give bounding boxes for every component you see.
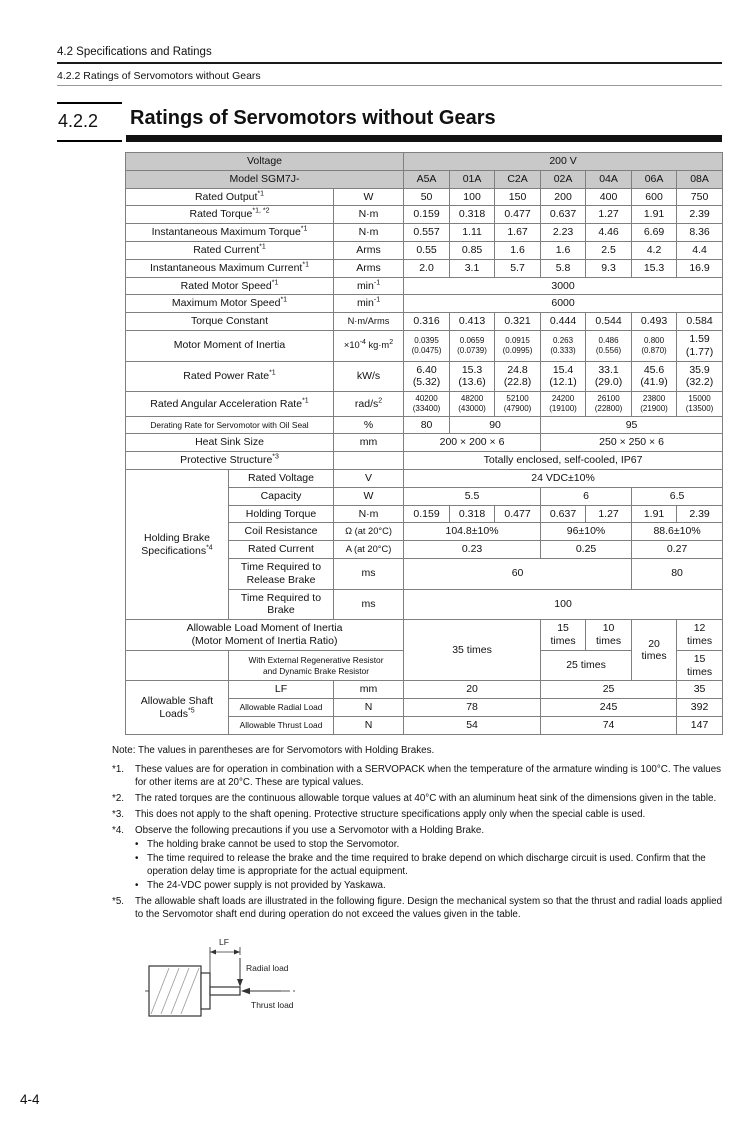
table-cell: 9.3 (586, 259, 632, 277)
footnote-bullet (135, 879, 726, 892)
table-cell: 0.159 (404, 206, 450, 224)
table-row (126, 206, 723, 224)
table-cell: 0.25 (541, 541, 632, 559)
table-cell: $\min^{-1}$ (334, 277, 404, 295)
table-cell: rad/$s^2$ (334, 392, 404, 417)
table-cell: kW/s (334, 361, 404, 392)
table-cell: N·m (334, 505, 404, 523)
footnote-text: The allowable shaft loads are illustrated in the following figure. Design the mechanical system so that the thrust and radial loads applied to the Servomotor shaft end during operation do not exceed the values given in the table. (135, 895, 723, 920)
table-row (126, 452, 723, 470)
table-cell: Rated Current$^{*1}$ (126, 241, 334, 259)
table-cell: 6.5 (632, 487, 723, 505)
table-cell: 4.2 (632, 241, 677, 259)
table-cell: 750 (677, 188, 723, 206)
table-row (126, 241, 723, 259)
table-cell: 2.39 (677, 505, 723, 523)
table-row (126, 681, 723, 699)
table-cell (334, 452, 404, 470)
table-cell: A (at 20°C) (334, 541, 404, 559)
footnote-marker: *4. (112, 824, 124, 836)
table-cell: Arms (334, 241, 404, 259)
table-cell: Rated Current (229, 541, 334, 559)
table-cell: 147 (677, 717, 723, 735)
table-cell: 4.46 (586, 224, 632, 242)
footnote-marker: *5. (112, 895, 124, 907)
footnote-marker: *3. (112, 808, 124, 820)
table-cell: 1.91 (632, 206, 677, 224)
table-cell: 12 times (677, 620, 723, 651)
table-cell: 0.263 (0.333) (541, 330, 586, 361)
table-cell: 0.477 (495, 505, 541, 523)
table-cell: 24200 (19100) (541, 392, 586, 417)
table-cell: 200 (541, 188, 586, 206)
table-cell: Rated Motor Speed$^{*1}$ (126, 277, 334, 295)
shaft-load-figure (145, 933, 722, 1034)
table-cell: 0.27 (632, 541, 723, 559)
table-cell: 0.23 (404, 541, 541, 559)
table-cell: 6000 (404, 295, 723, 313)
shaft-load-diagram (145, 933, 360, 1029)
table-cell: 8.36 (677, 224, 723, 242)
table-cell: Instantaneous Maximum Torque$^{*1}$ (126, 224, 334, 242)
header-cell: 200 V (404, 153, 723, 171)
table-cell: 0.637 (541, 505, 586, 523)
table-cell: 392 (677, 699, 723, 717)
table-cell: Rated Output$^{*1}$ (126, 188, 334, 206)
footnote-text: The rated torques are the continuous allowable torque values at 40°C with an aluminum heat sink of the dimensions given in the table. (135, 792, 717, 804)
table-cell: Motor Moment of Inertia (126, 330, 334, 361)
table-cell: 1.11 (450, 224, 495, 242)
table-cell: Allowable Radial Load (229, 699, 334, 717)
table-cell: 24.8 (22.8) (495, 361, 541, 392)
table-cell: 100 (450, 188, 495, 206)
table-cell: 0.637 (541, 206, 586, 224)
table-cell: 60 (404, 559, 632, 590)
table-cell: 0.318 (450, 206, 495, 224)
table-cell: Allowable Shaft Loads$^{*5}$ (126, 681, 229, 734)
table-row (126, 620, 723, 651)
table-cell: N·m/Arms (334, 313, 404, 331)
spec-table-host (125, 152, 722, 735)
table-cell: 16.9 (677, 259, 723, 277)
table-cell: 90 (450, 416, 541, 434)
table-cell: Arms (334, 259, 404, 277)
table-cell: 1.59 (1.77) (677, 330, 723, 361)
footnote-item (112, 808, 726, 821)
footnote-marker: *2. (112, 792, 124, 804)
table-row (126, 153, 723, 171)
table-cell: 15.3 (632, 259, 677, 277)
header-cell: 01A (450, 170, 495, 188)
table-row (126, 170, 723, 188)
section-number: 4.2.2 (57, 102, 122, 142)
table-cell: 0.544 (586, 313, 632, 331)
breadcrumb-subsection: 4.2.2 Ratings of Servomotors without Gears (57, 70, 261, 82)
table-cell: 20 (404, 681, 541, 699)
section-heading (57, 102, 722, 142)
table-cell: 1.6 (495, 241, 541, 259)
table-cell: $\times 10^{-4}$ $kg\cdot m^2$ (334, 330, 404, 361)
table-cell: 0.318 (450, 505, 495, 523)
table-cell: 2.5 (586, 241, 632, 259)
table-cell: Rated Power Rate$^{*1}$ (126, 361, 334, 392)
table-cell: Capacity (229, 487, 334, 505)
table-cell: 5.8 (541, 259, 586, 277)
table-cell: Allowable Load Moment of Inertia (Motor Moment of Inertia Ratio) (126, 620, 404, 651)
table-cell: 2.39 (677, 206, 723, 224)
table-row (126, 392, 723, 417)
table-cell: Maximum Motor Speed$^{*1}$ (126, 295, 334, 313)
motor-body (149, 966, 201, 1016)
thrust-load-label: Thrust load (251, 999, 294, 1010)
table-cell: Rated Voltage (229, 470, 334, 488)
table-cell: N·m (334, 224, 404, 242)
table-cell: N (334, 717, 404, 735)
table-cell: 23800 (21900) (632, 392, 677, 417)
header-cell: 04A (586, 170, 632, 188)
radial-load-arrowhead (237, 979, 243, 987)
table-cell: Allowable Thrust Load (229, 717, 334, 735)
table-cell: Ω (at 20°C) (334, 523, 404, 541)
table-cell: 15 times (677, 650, 723, 681)
page-number: 4-4 (20, 1092, 40, 1107)
header-cell: C2A (495, 170, 541, 188)
radial-load-label: Radial load (246, 962, 289, 973)
table-cell: Rated Torque$^{*1, *2}$ (126, 206, 334, 224)
table-cell: 600 (632, 188, 677, 206)
table-cell: Protective Structure$^{*3}$ (126, 452, 334, 470)
lf-label: LF (219, 936, 229, 947)
table-cell: Heat Sink Size (126, 434, 334, 452)
footnote-item (112, 824, 726, 892)
table-cell: 6 (541, 487, 632, 505)
footnote-text: Observe the following precautions if you use a Servomotor with a Holding Brake. • The holding brake cannot be used to stop the Servomotor. • The time required to release the brake and the time required to brake depend on which discharge circuit is used. Confirm that the operation delay time is appropriate for the actual equipment. • The 24-VDC power supply is not provided by Yaskawa. (135, 824, 726, 892)
footnote-marker: *1. (112, 763, 124, 775)
bullet-icon: • (135, 852, 139, 864)
table-cell: 54 (404, 717, 541, 735)
table-cell: Rated Angular Acceleration Rate$^{*1}$ (126, 392, 334, 417)
table-cell: 2.23 (541, 224, 586, 242)
table-cell: 5.5 (404, 487, 541, 505)
breadcrumb-section: 4.2 Specifications and Ratings (57, 46, 212, 58)
footnotes (112, 744, 726, 921)
table-cell: 80 (404, 416, 450, 434)
table-cell: Coil Resistance (229, 523, 334, 541)
table-cell: 15.4 (12.1) (541, 361, 586, 392)
table-cell: 5.7 (495, 259, 541, 277)
table-cell: ms (334, 559, 404, 590)
table-cell: 35.9 (32.2) (677, 361, 723, 392)
table-cell: 26100 (22800) (586, 392, 632, 417)
table-cell: 0.321 (495, 313, 541, 331)
table-cell: 0.444 (541, 313, 586, 331)
table-cell: 24 VDC±10% (404, 470, 723, 488)
header-cell: 02A (541, 170, 586, 188)
table-row (126, 434, 723, 452)
table-cell: 3.1 (450, 259, 495, 277)
table-cell: 0.55 (404, 241, 450, 259)
table-cell: LF (229, 681, 334, 699)
table-cell: mm (334, 434, 404, 452)
table-cell: 400 (586, 188, 632, 206)
header-cell: 06A (632, 170, 677, 188)
footnote-bullet-text: The 24-VDC power supply is not provided by Yaskawa. (147, 879, 386, 891)
table-cell: 200 × 200 × 6 (404, 434, 541, 452)
table-row (126, 224, 723, 242)
bullet-icon: • (135, 838, 139, 850)
table-cell: 1.27 (586, 206, 632, 224)
table-cell: Instantaneous Maximum Current$^{*1}$ (126, 259, 334, 277)
table-row (126, 470, 723, 488)
table-cell: 1.6 (541, 241, 586, 259)
lf-arrowhead (234, 949, 240, 954)
footnote-bullet (135, 852, 726, 878)
table-cell: Holding Brake Specifications$^{*4}$ (126, 470, 229, 620)
table-cell: Torque Constant (126, 313, 334, 331)
table-cell: 0.85 (450, 241, 495, 259)
table-row (126, 330, 723, 361)
table-cell: 0.159 (404, 505, 450, 523)
table-cell: 3000 (404, 277, 723, 295)
table-cell: Holding Torque (229, 505, 334, 523)
table-cell: 0.800 (0.870) (632, 330, 677, 361)
table-row (126, 277, 723, 295)
table-cell: 10 times (586, 620, 632, 651)
table-cell: 33.1 (29.0) (586, 361, 632, 392)
table-cell: 0.316 (404, 313, 450, 331)
table-cell: 88.6±10% (632, 523, 723, 541)
footnote-item (112, 763, 726, 789)
bullet-icon: • (135, 879, 139, 891)
table-cell: 100 (404, 589, 723, 620)
table-cell: 104.8±10% (404, 523, 541, 541)
ratings-table (125, 152, 723, 735)
table-cell: 0.0395 (0.0475) (404, 330, 450, 361)
table-cell: 0.557 (404, 224, 450, 242)
table-cell: 245 (541, 699, 677, 717)
table-cell: 48200 (43000) (450, 392, 495, 417)
table-cell: 1.91 (632, 505, 677, 523)
table-cell: 1.27 (586, 505, 632, 523)
table-cell: 50 (404, 188, 450, 206)
table-cell: 0.486 (0.556) (586, 330, 632, 361)
table-cell: Time Required to Brake (229, 589, 334, 620)
header-rule (57, 62, 722, 64)
table-cell: % (334, 416, 404, 434)
table-cell: 15.3 (13.6) (450, 361, 495, 392)
table-cell: V (334, 470, 404, 488)
table-cell (126, 650, 229, 681)
table-cell: W (334, 188, 404, 206)
header-cell: Voltage (126, 153, 404, 171)
table-cell: 0.584 (677, 313, 723, 331)
header-cell: 08A (677, 170, 723, 188)
table-cell: 0.0915 (0.0995) (495, 330, 541, 361)
table-row (126, 295, 723, 313)
motor-flange (201, 973, 210, 1009)
subheader-rule (57, 85, 722, 86)
table-cell: 15 times (541, 620, 586, 651)
table-cell: 20 times (632, 620, 677, 681)
header-cell: A5A (404, 170, 450, 188)
table-cell: 0.493 (632, 313, 677, 331)
table-cell: 80 (632, 559, 723, 590)
header-cell: Model SGM7J- (126, 170, 404, 188)
motor-shaft (210, 987, 240, 995)
table-cell: 15000 (13500) (677, 392, 723, 417)
table-cell: W (334, 487, 404, 505)
footnote-bullet-text: The holding brake cannot be used to stop the Servomotor. (147, 838, 400, 850)
footnote-text: These values are for operation in combination with a SERVOPACK when the temperature of the armature winding is 100°C. The values for other items are at 20°C. These are typical values. (135, 763, 722, 788)
table-cell: N (334, 699, 404, 717)
table-cell: 25 times (541, 650, 632, 681)
table-cell: 52100 (47900) (495, 392, 541, 417)
table-cell: 6.69 (632, 224, 677, 242)
table-cell: 40200 (33400) (404, 392, 450, 417)
footnote-text: This does not apply to the shaft opening. Protective structure specifications apply only when the special cable is used. (135, 808, 646, 820)
table-row (126, 259, 723, 277)
table-note: Note: The values in parentheses are for Servomotors with Holding Brakes. (112, 744, 435, 756)
page-title: Ratings of Servomotors without Gears (126, 102, 722, 142)
thrust-load-arrowhead (241, 988, 250, 994)
table-cell: 78 (404, 699, 541, 717)
table-cell: 250 × 250 × 6 (541, 434, 723, 452)
footnote-item (112, 792, 726, 805)
table-cell: 150 (495, 188, 541, 206)
table-row (126, 188, 723, 206)
footnote-bullet-text: The time required to release the brake and the time required to brake depend on which discharge circuit is used. Confirm that the operation delay time is appropriate for the actual equipment. (147, 852, 706, 877)
table-row (126, 361, 723, 392)
table-cell: $\min^{-1}$ (334, 295, 404, 313)
table-cell: 6.40 (5.32) (404, 361, 450, 392)
table-cell: 95 (541, 416, 723, 434)
page-header (57, 46, 722, 86)
table-cell: Derating Rate for Servomotor with Oil Seal (126, 416, 334, 434)
footnote-bullet (135, 838, 726, 851)
table-row (126, 313, 723, 331)
table-row (126, 416, 723, 434)
table-cell: 25 (541, 681, 677, 699)
lf-arrowhead (210, 949, 216, 954)
table-cell: mm (334, 681, 404, 699)
footnote-item (112, 895, 726, 921)
table-cell: 2.0 (404, 259, 450, 277)
table-cell: 0.413 (450, 313, 495, 331)
table-cell: 0.477 (495, 206, 541, 224)
table-cell: 35 times (404, 620, 541, 681)
table-cell: Time Required to Release Brake (229, 559, 334, 590)
table-cell: 4.4 (677, 241, 723, 259)
table-cell: 96±10% (541, 523, 632, 541)
table-cell: 1.67 (495, 224, 541, 242)
table-cell: 45.6 (41.9) (632, 361, 677, 392)
table-cell: ms (334, 589, 404, 620)
table-cell: N·m (334, 206, 404, 224)
table-cell: With External Regenerative Resistor and Dynamic Brake Resistor (229, 650, 404, 681)
table-cell: 74 (541, 717, 677, 735)
table-cell: 0.0659 (0.0739) (450, 330, 495, 361)
table-cell: 35 (677, 681, 723, 699)
table-cell: Totally enclosed, self-cooled, IP67 (404, 452, 723, 470)
